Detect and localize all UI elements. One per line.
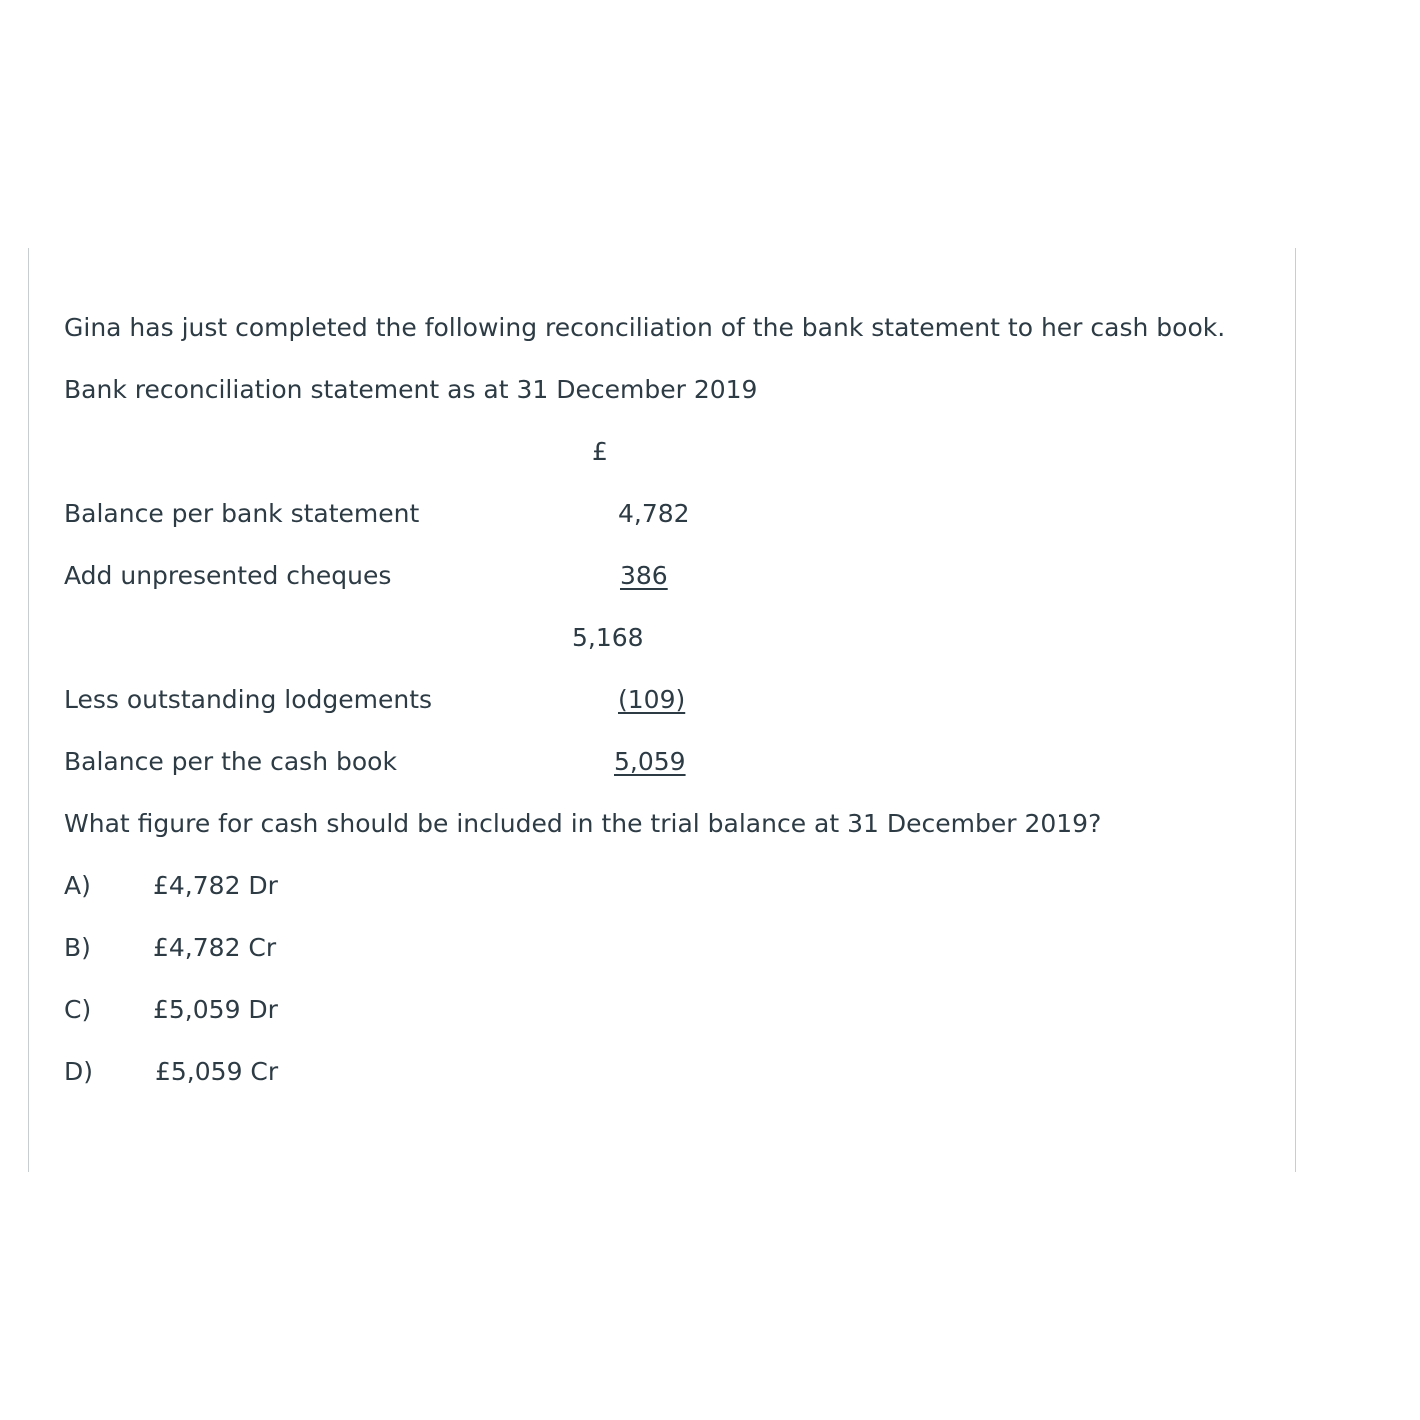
question-prompt: What figure for cash should be included in the trial balance at 31 December 2019? bbox=[64, 809, 1102, 838]
option-c-text[interactable]: £5,059 Dr bbox=[153, 995, 278, 1024]
option-c-letter[interactable]: C) bbox=[64, 995, 92, 1024]
row-amount-subtotal: 5,168 bbox=[572, 623, 644, 652]
option-b-text[interactable]: £4,782 Cr bbox=[153, 933, 277, 962]
statement-title: Bank reconciliation statement as at 31 December 2019 bbox=[64, 375, 758, 404]
option-a-letter[interactable]: A) bbox=[64, 871, 91, 900]
option-a-text[interactable]: £4,782 Dr bbox=[153, 871, 278, 900]
row-amount-unpresented-cheques: 386 bbox=[620, 561, 668, 590]
row-label-outstanding-lodgements: Less outstanding lodgements bbox=[64, 685, 433, 714]
row-label-unpresented-cheques: Add unpresented cheques bbox=[64, 561, 392, 590]
option-b-letter[interactable]: B) bbox=[64, 933, 91, 962]
row-label-cash-book-balance: Balance per the cash book bbox=[64, 747, 397, 776]
row-amount-bank-balance: 4,782 bbox=[618, 499, 690, 528]
row-label-bank-balance: Balance per bank statement bbox=[64, 499, 420, 528]
currency-header: £ bbox=[592, 437, 608, 466]
option-d-text[interactable]: £5,059 Cr bbox=[155, 1057, 279, 1086]
question-intro: Gina has just completed the following reconciliation of the bank statement to her cash book. bbox=[64, 313, 1226, 342]
option-d-letter[interactable]: D) bbox=[64, 1057, 94, 1086]
row-amount-cash-book-balance: 5,059 bbox=[614, 747, 686, 776]
row-amount-outstanding-lodgements: (109) bbox=[618, 685, 686, 714]
